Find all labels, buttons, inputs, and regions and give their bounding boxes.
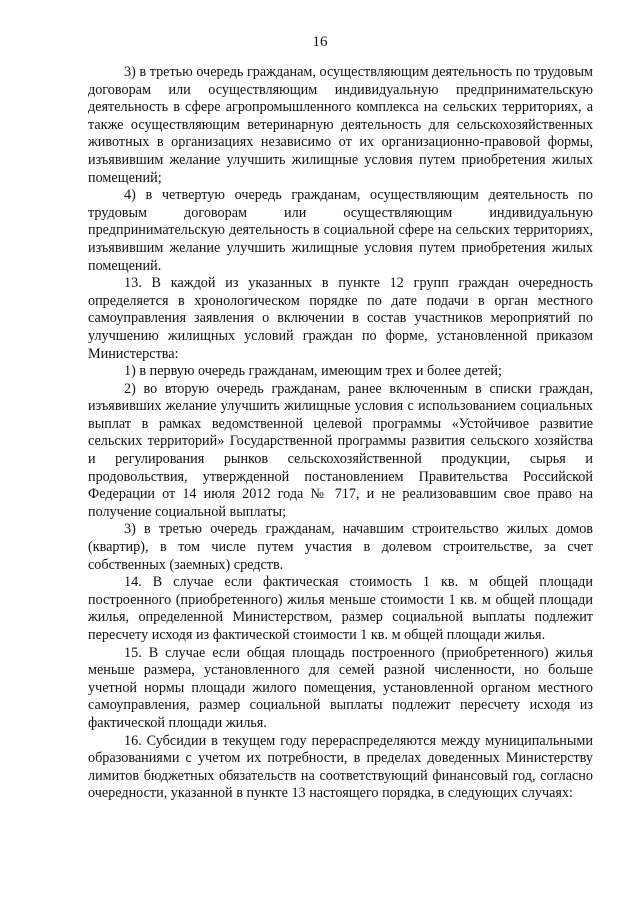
document-body <box>88 64 593 803</box>
paragraph-clause-13-item-1: 1) в первую очередь гражданам, имеющим трех и более детей; <box>124 363 502 380</box>
page-number: 16 <box>312 34 328 50</box>
paragraph-clause-16: 16. Субсидии в текущем году перераспределяются между муниципальными образованиями с учетом их потребности, в пределах доведенных Министерству лимитов бюджетных обязательств на соответствующий финансовый год, согласно очередности, указанной в пункте 13 настоящего порядка, в следующих случаях: <box>88 732 593 802</box>
paragraph-clause-14: 14. В случае если фактическая стоимость 1 кв. м общей площади построенного (приобретенного) жилья меньше стоимости 1 кв. м общей площади жилья, определенной Министерством, размер социальной выплаты подлежит пересчету исходя из фактической стоимости 1 кв. м общей площади жилья. <box>88 574 593 643</box>
paragraph-clause-13-item-3: 3) в третью очередь гражданам, начавшим строительство жилых домов (квартир), в том числе путем участия в долевом строительстве, за счет собственных (заемных) средств. <box>88 521 593 573</box>
paragraph-item-4-fourth-queue: 4) в четвертую очередь гражданам, осуществляющим деятельность по трудовым договорам или осуществляющим индивидуальную предпринимательскую деятельность в социальной сфере на сельских территориях, изъявившим желание улучшить жилищные условия путем приобретения жилых помещений. <box>88 187 593 274</box>
paragraph-item-3-third-queue: 3) в третью очередь гражданам, осуществляющим деятельность по трудовым договорам или осуществляющим индивидуальную предпринимательскую деятельность в сфере агропромышленного комплекса на сельских территориях, а также осуществляющим ветеринарную деятельность для сельскохозяйственных животных в организациях независимо от их организационно-правовой формы, изъявившим желание улучшить жилищные условия путем приобретения жилых помещений; <box>88 64 593 186</box>
paragraph-clause-13: 13. В каждой из указанных в пункте 12 групп граждан очередность определяется в хронологическом порядке по дате подачи в орган местного самоуправления заявления о включении в состав участников мероприятий по улучшению жилищных условий граждан по форме, установленной приказом Министерства: <box>88 275 593 362</box>
paragraph-clause-13-item-2: 2) во вторую очередь гражданам, ранее включенным в списки граждан, изъявивших желание улучшить жилищные условия с использованием социальных выплат в рамках ведомственной целевой программы «Устойчивое развитие сельских территорий» Государственной программы развития сельского хозяйства и регулирования рынков сельскохозяйственной продукции, сырья и продовольствия, утвержденной постановлением Правительства Российской Федерации от 14 июля 2012 года № 717, и не реализовавшим свое право на получение социальной выплаты; <box>88 380 593 520</box>
paragraph-clause-15: 15. В случае если общая площадь построенного (приобретенного) жилья меньше размера, установленного для семей разной численности, но больше учетной нормы площади жилого помещения, установленной органом местного самоуправления, размер социальной выплаты подлежит пересчету исходя из фактической площади жилья. <box>88 644 593 731</box>
